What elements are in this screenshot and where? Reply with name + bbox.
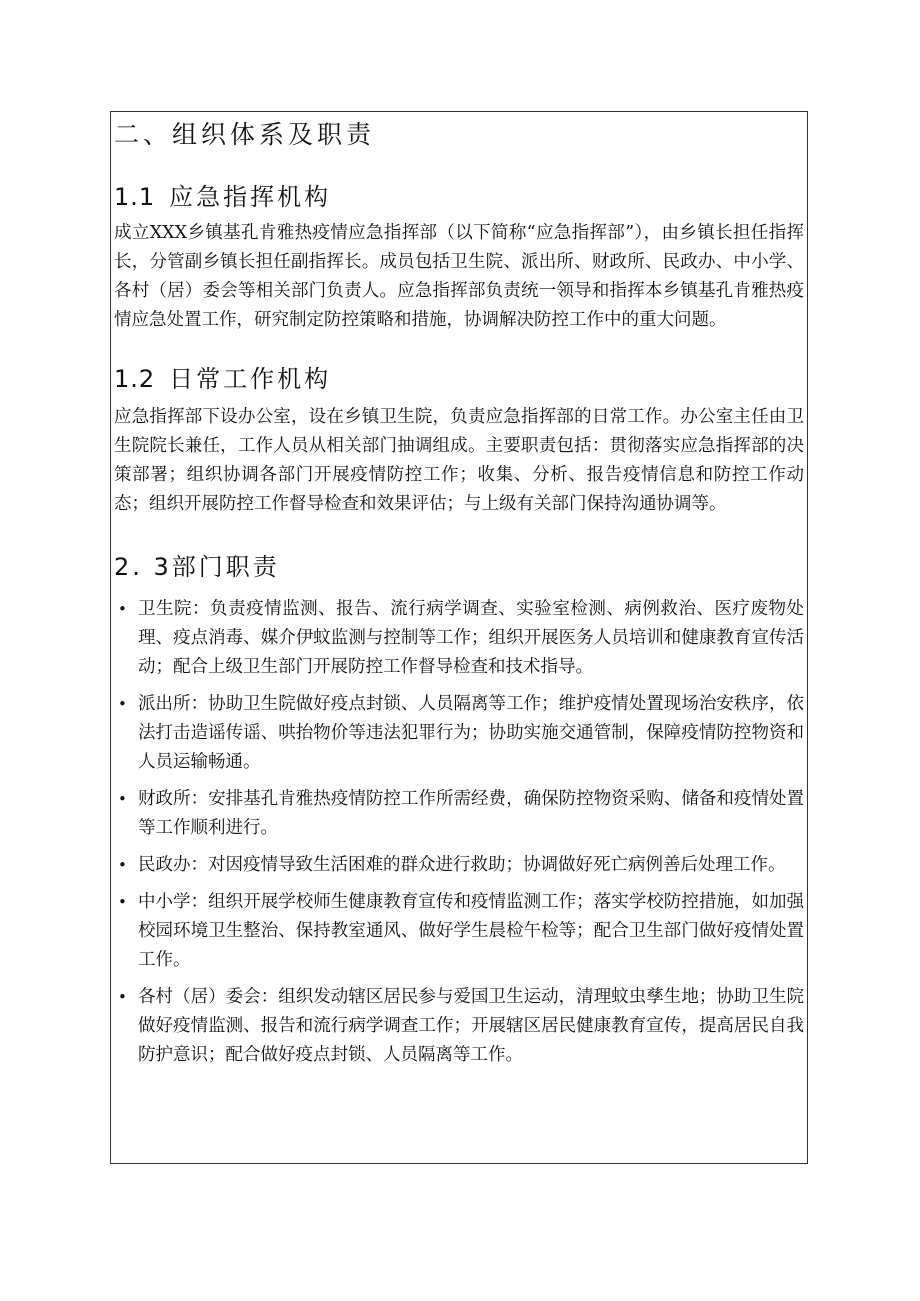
- bullet-icon: •: [118, 600, 127, 618]
- duty-text: 财政所：安排基孔肯雅热疫情防控工作所需经费，确保防控物资采购、储备和疫情处置等工作顺利进行。: [138, 789, 804, 838]
- document-content: [114, 115, 804, 1070]
- duty-item: [114, 851, 804, 880]
- subsection-3-heading: 2. 3部门职责: [114, 553, 280, 581]
- subsection-1-body: 成立XXX乡镇基孔肯雅热疫情应急指挥部（以下简称“应急指挥部”），由乡镇长担任指挥长，分管副乡镇长担任副指挥长。成员包括卫生院、派出所、财政所、民政办、中小学、各村（居）委会等相关部门负责人。应急指挥部负责统一领导和指挥本乡镇基孔肯雅热疫情应急处置工作，研究制定防控策略和措施，协调解决防控工作中的重大问题。: [114, 223, 804, 330]
- document-frame: [110, 111, 808, 1164]
- section-title: 二、组织体系及职责: [114, 120, 376, 149]
- duty-item: [114, 888, 804, 975]
- subsection-2-heading: [114, 361, 804, 397]
- department-duties-list: [114, 595, 804, 1070]
- duty-item: [114, 785, 804, 843]
- duty-item: [114, 595, 804, 682]
- bullet-icon: •: [118, 988, 127, 1006]
- subsection-2-body: 应急指挥部下设办公室，设在乡镇卫生院，负责应急指挥部的日常工作。办公室主任由卫生院院长兼任，工作人员从相关部门抽调组成。主要职责包括：贯彻落实应急指挥部的决策部署；组织协调各部门开展疫情防控工作；收集、分析、报告疫情信息和防控工作动态；组织开展防控工作督导检查和效果评估；与上级有关部门保持沟通协调等。: [114, 407, 804, 514]
- duty-text: 民政办：对因疫情导致生活困难的群众进行救助；协调做好死亡病例善后处理工作。: [138, 855, 786, 875]
- duty-text: 中小学：组织开展学校师生健康教育宣传和疫情监测工作；落实学校防控措施，如加强校园环境卫生整治、保持教室通风、做好学生晨检午检等；配合卫生部门做好疫情处置工作。: [138, 892, 804, 970]
- duty-text: 派出所：协助卫生院做好疫点封锁、人员隔离等工作；维护疫情处置现场治安秩序，依法打击造谣传谣、哄抬物价等违法犯罪行为；协助实施交通管制，保障疫情防控物资和人员运输畅通。: [138, 694, 804, 772]
- bullet-icon: •: [118, 695, 127, 713]
- duty-item: [114, 690, 804, 777]
- subsection-1-number: 1.1: [114, 183, 156, 211]
- duty-text: 卫生院：负责疫情监测、报告、流行病学调查、实验室检测、病例救治、医疗废物处理、疫点消毒、媒介伊蚊监测与控制等工作；组织开展医务人员培训和健康教育宣传活动；配合上级卫生部门开展防控工作督导检查和技术指导。: [138, 599, 804, 677]
- subsection-1-title: 应急指挥机构: [169, 183, 332, 211]
- subsection-2-title: 日常工作机构: [169, 365, 332, 393]
- subsection-1-heading: [114, 179, 804, 215]
- bullet-icon: •: [118, 856, 127, 874]
- duty-text: 各村（居）委会：组织发动辖区居民参与爱国卫生运动，清理蚊虫孳生地；协助卫生院做好疫情监测、报告和流行病学调查工作；开展辖区居民健康教育宣传，提高居民自我防护意识；配合做好疫点封锁、人员隔离等工作。: [138, 987, 804, 1065]
- bullet-icon: •: [118, 893, 127, 911]
- subsection-2-number: 1.2: [114, 365, 156, 393]
- bullet-icon: •: [118, 790, 127, 808]
- duty-item: [114, 983, 804, 1070]
